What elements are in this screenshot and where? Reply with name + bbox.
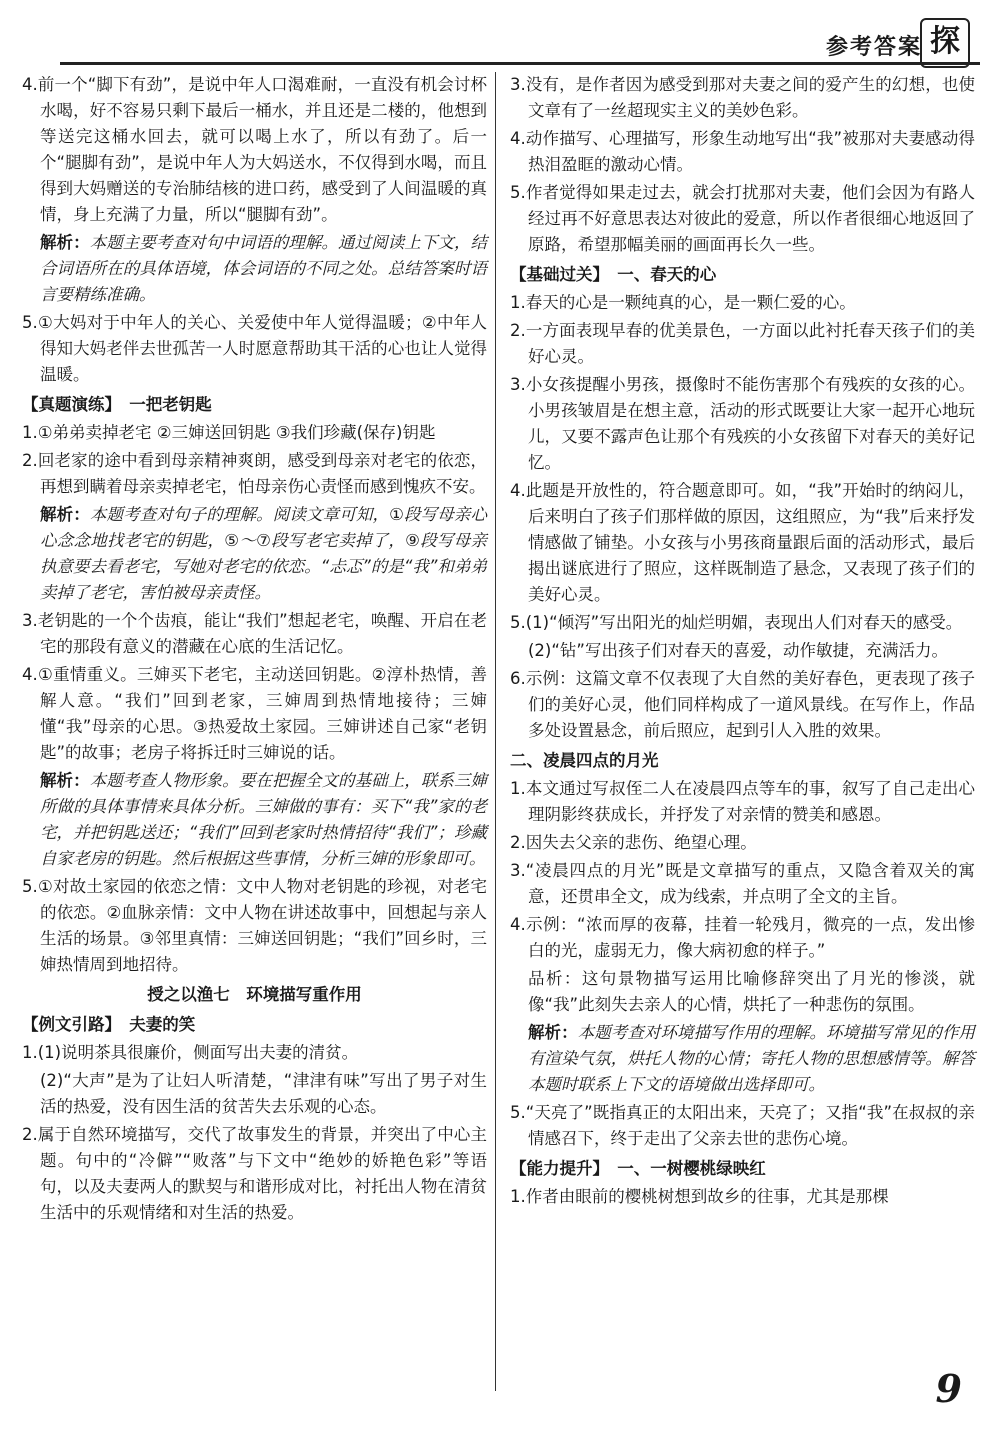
page-number: 9 (935, 1366, 962, 1411)
answer-item: 3.小女孩提醒小男孩，摄像时不能伤害那个有残疾的女孩的心。小男孩皱眉是在想主意，活动的形式既要让大家一起开心地玩儿，又要不露声色让那个有残疾的小女孩留下对春天的美好记忆。 (510, 375, 975, 472)
section-title: 一、春天的心 (617, 265, 717, 284)
section-label: 【例文引路】 (22, 1015, 113, 1034)
answer-item: 1.①弟弟卖掉老宅 ②三婶送回钥匙 ③我们珍藏(保存)钥匙 (22, 423, 436, 442)
section-label: 【真题演练】 (22, 395, 113, 414)
section-title: 一、一树樱桃绿映红 (617, 1159, 766, 1178)
section-heading (510, 1156, 975, 1182)
section-heading (22, 1012, 487, 1038)
subsection-heading: 二、凌晨四点的月光 (510, 751, 659, 770)
answer-item: 2.属于自然环境描写，交代了故事发生的背景，并突出了中心主题。句中的“冷僻”“败落”与下文中“绝妙的娇艳色彩”等语句，以及夫妻两人的默契与和谐形成对比，衬托出人物在清贫生活中的乐观情绪和对生活的热爱。 (22, 1125, 487, 1222)
answer-item: 3.没有，是作者因为感受到那对夫妻之间的爱产生的幻想，也使文章有了一丝超现实主义的美妙色彩。 (510, 75, 975, 120)
section-title: 一把老钥匙 (129, 395, 212, 414)
section-heading (22, 392, 487, 418)
answer-item: 5.(1)“倾泻”写出阳光的灿烂明媚，表现出人们对春天的感受。 (510, 613, 963, 632)
answer-subitem: (2)“钻”写出孩子们对春天的喜爱，动作敏捷，充满活力。 (528, 641, 948, 660)
answer-item: 2.一方面表现早春的优美景色，一方面以此衬托春天孩子们的美好心灵。 (510, 321, 975, 366)
analysis-text: 本题考查对环境描写作用的理解。环境描写常见的作用有渲染气氛，烘托人物的心情；寄托人物的思想感情等。解答本题时联系上下文的语境做出选择即可。 (528, 1023, 976, 1094)
page-header (0, 0, 1000, 70)
answer-item: 6.示例：这篇文章不仅表现了大自然的美好春色，更表现了孩子们的美好心灵，他们同样构成了一道风景线。在写作上，作品多处设置悬念，前后照应，起到引人入胜的效果。 (510, 669, 975, 740)
answer-subitem: (2)“大声”是为了让妇人听清楚，“津津有味”写出了男子对生活的热爱，没有因生活的贫苦失去乐观的心态。 (40, 1071, 487, 1116)
answer-item: 4.前一个“脚下有劲”，是说中年人口渴难耐，一直没有机会讨杯水喝，好不容易只剩下最后一桶水，并且还是二楼的，他想到等送完这桶水回去，就可以喝上水了，所以有劲了。后一个“腿脚有劲”，是说中年人为大妈送水，不仅得到水喝，而且得到大妈赠送的专治肺结核的进口药，感受到了人间温暖的真情，身上充满了力量，所以“腿脚有劲”。 (22, 75, 487, 224)
answer-item: 3.“凌晨四点的月光”既是文章描写的重点，又隐含着双关的寓意，还贯串全文，成为线索，并点明了全文的主旨。 (510, 861, 975, 906)
answer-item: 3.老钥匙的一个个齿痕，能让“我们”想起老宅，唤醒、开启在老宅的那段有意义的潜藏在心底的生活记忆。 (22, 611, 487, 656)
analysis-note (22, 230, 487, 308)
answer-item: 5.作者觉得如果走过去，就会打扰那对夫妻，他们会因为有路人经过再不好意思表达对彼此的爱意，所以作者很细心地返回了原路，希望那幅美丽的画面再长久一些。 (510, 183, 975, 254)
column-divider (495, 72, 496, 1391)
analysis-text: 本题考查对句子的理解。阅读文章可知，①段写母亲心心念念地找老宅的钥匙，⑤～⑦段写老宅卖掉了，⑨段写母亲执意要去看老宅，写她对老宅的依恋。“忐忑”的是“我”和弟弟卖掉了老宅，害怕被母亲责怪。 (40, 505, 488, 602)
answer-subitem: 品析：这句景物描写运用比喻修辞突出了月光的惨淡，就像“我”此刻失去亲人的心情，烘托了一种悲伤的氛围。 (528, 969, 975, 1014)
chapter-title: 授之以渔七 环境描写重作用 (147, 985, 362, 1004)
answer-item: 2.回老家的途中看到母亲精神爽朗，感受到母亲对老宅的依恋，再想到瞒着母亲卖掉老宅，怕母亲伤心责怪而感到愧疚不安。 (22, 451, 487, 496)
analysis-label: 解析： (40, 233, 90, 252)
answer-item: 4.示例：“浓而厚的夜幕，挂着一轮残月，微亮的一点，发出惨白的光，虚弱无力，像大病初愈的样子。” (510, 915, 975, 960)
analysis-label: 解析： (40, 505, 90, 524)
analysis-label: 解析： (528, 1023, 578, 1042)
answer-item: 4.此题是开放性的，符合题意即可。如，“我”开始时的纳闷儿，后来明白了孩子们那样做的原因，这组照应，为“我”后来抒发情感做了铺垫。小女孩与小男孩商量跟后面的活动形式，最后揭出谜底进行了照应，这样既制造了悬念，又表现了孩子们的美好心灵。 (510, 481, 975, 604)
brand-logo-icon: 探 (920, 18, 970, 68)
answer-item: 5.①对故土家园的依恋之情：文中人物对老钥匙的珍视，对老宅的依恋。②血脉亲情：文中人物在讲述故事中，回想起与亲人生活的场景。③邻里真情：三婶送回钥匙；“我们”回乡时，三婶热情周到地招待。 (22, 877, 487, 974)
section-heading (510, 262, 975, 288)
section-label: 【基础过关】 (510, 265, 601, 284)
analysis-note (22, 768, 487, 872)
answer-item: 1.(1)说明茶具很廉价，侧面写出夫妻的清贫。 (22, 1043, 359, 1062)
analysis-text: 本题考查人物形象。要在把握全文的基础上，联系三婶所做的具体事情来具体分析。三婶做的事有：买下“我”家的老宅，并把钥匙送还；“我们”回到老家时热情招待“我们”；珍藏自家老房的钥匙。然后根据这些事情，分析三婶的形象即可。 (40, 771, 488, 868)
answer-item: 1.春天的心是一颗纯真的心，是一颗仁爱的心。 (510, 293, 856, 312)
analysis-label: 解析： (40, 771, 90, 790)
answer-item: 4.动作描写、心理描写，形象生动地写出“我”被那对夫妻感动得热泪盈眶的激动心情。 (510, 129, 975, 174)
answer-item: 1.本文通过写叔侄二人在凌晨四点等车的事，叙写了自己走出心理阴影终获成长，并抒发了对亲情的赞美和感恩。 (510, 779, 975, 824)
answer-item: 2.因失去父亲的悲伤、绝望心理。 (510, 833, 757, 852)
header-rule (60, 62, 980, 65)
analysis-note (510, 1020, 975, 1098)
answer-item: 1.作者由眼前的樱桃树想到故乡的往事，尤其是那棵 (510, 1187, 889, 1206)
header-title: 参考答案 (825, 35, 922, 60)
answer-item: 5.①大妈对于中年人的关心、关爱使中年人觉得温暖；②中年人得知大妈老伴去世孤苦一人时愿意帮助其干活的心也让人觉得温暖。 (22, 313, 487, 384)
analysis-text: 本题主要考查对句中词语的理解。通过阅读上下文，结合词语所在的具体语境，体会词语的不同之处。总结答案时语言要精练准确。 (40, 233, 488, 304)
analysis-note (22, 502, 487, 606)
answer-item: 5.“天亮了”既指真正的太阳出来，天亮了；又指“我”在叔叔的亲情感召下，终于走出了父亲去世的悲伤心境。 (510, 1103, 975, 1148)
right-column (510, 72, 975, 1212)
answer-item: 4.①重情重义。三婶买下老宅，主动送回钥匙。②淳朴热情，善解人意。“我们”回到老家，三婶周到热情地接待；三婶懂“我”母亲的心思。③热爱故土家园。三婶讲述自己家“老钥匙”的故事；老房子将拆迁时三婶说的话。 (22, 665, 487, 762)
left-column (22, 72, 487, 1228)
section-label: 【能力提升】 (510, 1159, 601, 1178)
section-title: 夫妻的笑 (129, 1015, 196, 1034)
